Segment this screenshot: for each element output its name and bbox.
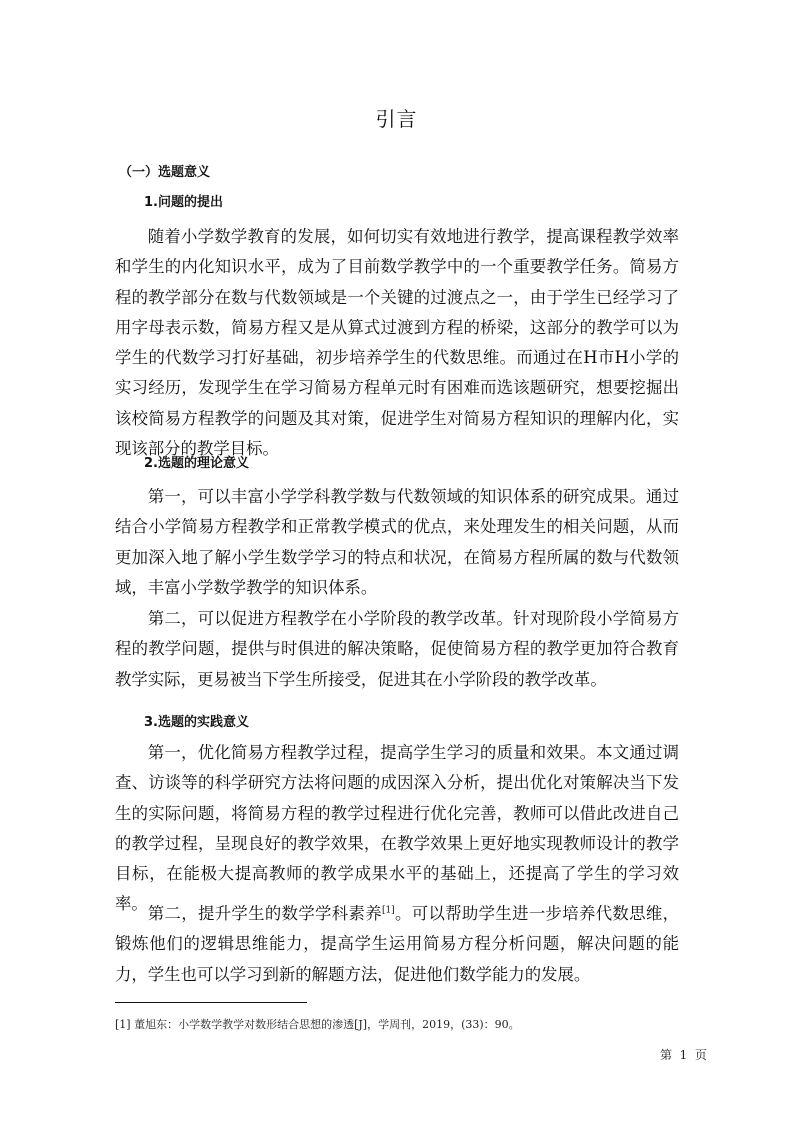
subsection-heading-problem: 1.问题的提出 [144,195,223,210]
page-title: 引言 [375,107,418,131]
paragraph-text: 。可以帮助学生进一步培养代数思维，锻炼他们的逻辑思维能力，提高学生运用简易方程分析问题，解决问题的能力，学生也可以学习到新的解题方法，促进他们数学能力的发展。 [115,904,679,984]
paragraph-theory-1: 第一，可以丰富小学学科教学数与代数领域的知识体系的研究成果。通过结合小学简易方程教学和正常教学模式的优点，来处理发生的相关问题，从而更加深入地了解小学生数学学习的特点和状况，在简易方程所属的数与代数领域，丰富小学数学教学的知识体系。 [115,487,679,597]
paragraph-problem: 随着小学数学教育的发展，如何切实有效地进行教学，提高课程教学效率和学生的内化知识水平，成为了目前数学教学中的一个重要教学任务。简易方程的教学部分在数与代数领域是一个关键的过渡点之一，由于学生已经学习了用字母表示数，简易方程又是从算式过渡到方程的桥梁，这部分的教学可以为学生的代数学习打好基础，初步培养学生的代数思维。而通过在H市H小学的实习经历，发现学生在学习简易方程单元时有困难而选该题研究，想要挖掘出该校简易方程教学的问题及其对策，促进学生对简易方程知识的理解内化，实现该部分的教学目标。 [115,227,679,459]
page-number: 第 1 页 [660,1048,707,1062]
footnote-divider [115,1002,307,1003]
citation-ref[interactable]: [1] [381,905,395,916]
paragraph-text: 第二，提升学生的数学学科素养 [147,904,382,923]
footnote: [1] 董旭东：小学数学教学对数形结合思想的渗透[J]，学周刊，2019，(33)：90。 [115,1018,520,1031]
paragraph-practice-2 [115,899,679,990]
section-heading: （一）选题意义 [119,165,211,180]
subsection-heading-theory: 2.选题的理论意义 [144,456,249,471]
subsection-heading-practice: 3.选题的实践意义 [144,715,249,730]
paragraph-theory-2: 第二，可以促进方程教学在小学阶段的教学改革。针对现阶段小学简易方程的教学问题，提供与时俱进的解决策略，促使简易方程的教学更加符合教育教学实际，更易被当下学生所接受，促进其在小学阶段的教学改革。 [115,609,679,689]
paragraph-practice-1: 第一，优化简易方程教学过程，提高学生学习的质量和效果。本文通过调查、访谈等的科学研究方法将问题的成因深入分析，提出优化对策解决当下发生的实际问题，将简易方程的教学过程进行优化完善，教师可以借此改进自己的教学过程，呈现良好的教学效果，在教学效果上更好地实现教师设计的教学目标，在能极大提高教师的教学成果水平的基础上，还提高了学生的学习效率。 [115,743,679,914]
